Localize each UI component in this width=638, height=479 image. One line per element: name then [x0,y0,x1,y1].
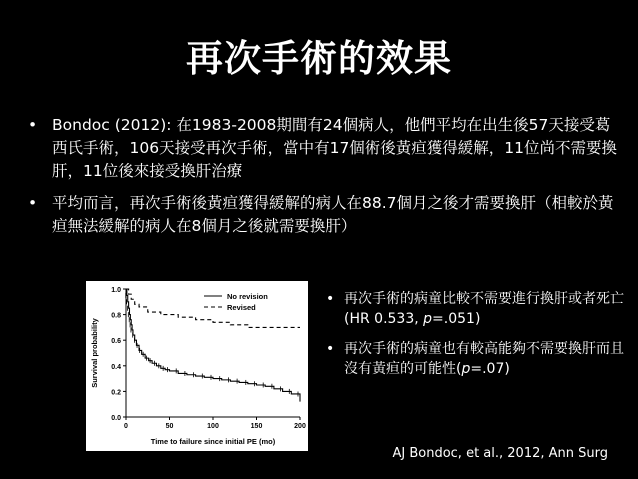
series-line-no-revision [126,289,300,402]
y-axis-label: Survival probability [90,318,99,388]
y-tick-label: 1.0 [111,287,121,294]
legend-label: No revision [227,292,268,301]
x-tick-label: 50 [165,423,174,430]
bullet-glyph: • [326,341,335,357]
side-bullet-list [326,289,626,389]
bullet-item [24,192,620,238]
slide-title: 再次手術的效果 [186,37,452,80]
x-tick-label: 150 [250,423,263,430]
bullet-list [24,114,620,247]
side-bullet-item [326,339,626,379]
bullet-text: Bondoc (2012): 在1983-2008期間有24個病人，他們平均在出生後57天接受葛西氏手術，106天接受再次手術，當中有17個術後黃疸獲得緩解，11位尚不需要換肝，11位後來接受換肝治療 [52,116,618,180]
citation: AJ Bondoc, et al., 2012, Ann Surg [392,446,608,461]
x-axis-label: Time to failure since initial PE (mo) [150,437,276,446]
side-bullet-item [326,289,626,329]
y-tick-label: 0.4 [111,363,121,371]
x-tick-label: 0 [124,423,128,430]
p-symbol: p [461,361,471,377]
x-tick-label: 100 [207,423,219,430]
legend-label: Revised [227,303,256,312]
bullet-glyph: • [28,194,38,212]
side-bullet-text: 再次手術的病童也有較高能夠不需要換肝而且沒有黃疸的可能性(p=.07) [344,341,624,377]
survival-chart [86,281,308,451]
bullet-glyph: • [326,291,335,307]
y-tick-label: 0.0 [111,415,121,422]
y-tick-label: 0.8 [111,312,121,320]
series-line-revised [126,289,300,327]
bullet-text: 平均而言，再次手術後黃疸獲得緩解的病人在88.7個月之後才需要換肝（相較於黃疸無法緩解的病人在8個月之後就需要換肝） [52,194,614,235]
y-tick-label: 0.2 [111,389,121,397]
x-tick-label: 200 [294,423,306,430]
bullet-glyph: • [28,116,38,134]
p-symbol: p [423,311,433,327]
side-bullet-text: 再次手術的病童比較不需要進行換肝或者死亡(HR 0.533, p=.051) [344,291,624,327]
y-tick-label: 0.6 [111,338,121,346]
survival-chart-svg [86,281,308,451]
bullet-item [24,114,620,183]
